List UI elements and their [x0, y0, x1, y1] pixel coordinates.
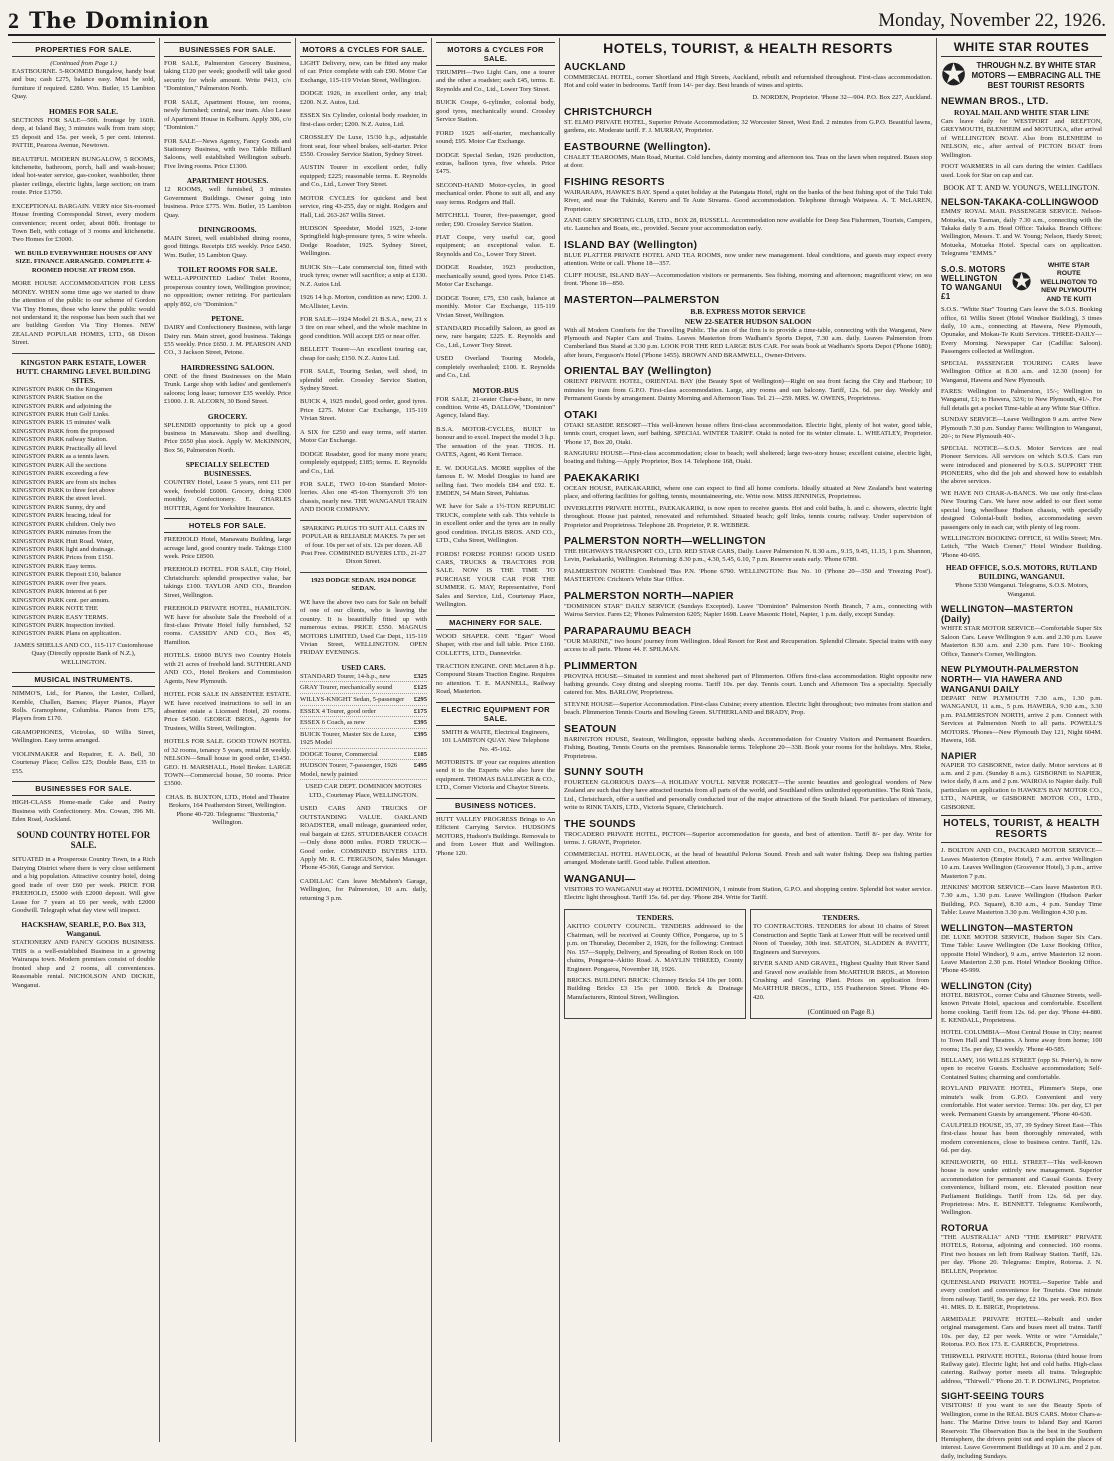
classified-ad: DODGE Roadster, good for many more years; completely equipped; £185; terms. E. Reynolds and Co., Ltd. [300, 450, 427, 475]
price-item-name: HUDSON Tourer, 7-passenger, 1926 Model, newly painted [300, 762, 398, 778]
classified-ad: WE have the above two cars for Sale on behalf of one of our clients, who is leaving the country. It is beautifully fitted up with numerous extras. PRICE £550. MAGNUS MOTORS LIMITED, Used Car Dept., 115-119 Vivian Street, WELLINGTON. OPEN FRIDAY EVENINGS. [300, 598, 427, 657]
classified-ad: HOTEL FOR SALE IN ABSENTEE ESTATE. WE have received instructions to sell in an absentee estate a Licensed Hotel, 20 rooms. Price £4500. GEORGE BROS., Agents for Trustees, Willis Street, Wellington. [164, 691, 291, 732]
resort-text: STEYNE HOUSE—Superior Accommodation. First-class Cuisine; every attention. Electric light throughout; two minutes from station and beach. Plimmerton Tennis Courts and Bowling Green. SUTHERLAND and BRADY, Prop. [564, 700, 932, 717]
resort-subheading: ROYAL MAIL AND WHITE STAR LINE [953, 108, 1090, 117]
resort-heading: ISLAND BAY (Wellington) [564, 238, 698, 251]
ad-subheading: USED CARS. [341, 662, 386, 672]
classified-ad: E. W. DOUGLAS. MORE supplies of the famous E. W. Model Douglas to hand are selling fast. Two models £84 and £92. E. EMDEN, 54 Main Street, Pahiatua. [436, 464, 555, 497]
classified-ad: FREEHOLD PRIVATE HOTEL, HAMILTON. WE have for absolute Sale the Freehold of a first-class Private Hotel fully furnished, 52 rooms. CASSIDY AND CO., Box 45, Hamilton. [164, 605, 291, 646]
classified-ad: FREEHOLD Hotel, Manawatu Building, large acreage land, good country trade. Takings £100 week. Price £8500. [164, 536, 291, 560]
classified-ad: GRAMOPHONES, Victrolas, 60 Willis Street, Wellington. Easy terms arranged. [12, 728, 155, 745]
resort-text: DE LUXE MOTOR SERVICE, Hudson Super Six Cars. Time Table: Leave Wellington (De Luxe Booking Office, opposite Hotel Windsor), 9 a.m., arrive Masterton 12 noon. Leave Masterton 2.30 p.m. Hotel Windsor Booking Office. 'Phone 45-999. [941, 933, 1102, 975]
banner-message: WHITE STAR ROUTE WELLINGTON TO NEW PLYMOUTH AND TE KUITI [1040, 261, 1098, 303]
resort-text: BLUE PLATTER PRIVATE HOTEL AND TEA ROOMS, now under new management. Ideal conditions, and guests may expect every attention. Write or call. 'Phone 18—357. [564, 251, 932, 268]
resort-text: ZANE GREY SPORTING CLUB, LTD., BOX 28, RUSSELL. Accommodation now available for Deep Sea Fishermen, Tourists, Campers, etc. Launches and Boats, etc., provided. Secure your accommodation early. [564, 216, 932, 233]
kingston-park-line: KINGSTON PARK are from six inches [12, 478, 117, 486]
price-item-value: £325 [413, 672, 427, 680]
resort-heading: PLIMMERTON [564, 659, 638, 672]
price-item-name: GRAY Tourer, mechanically sound [300, 684, 393, 692]
kingston-park-line: KINGSTON PARK Plans on application. [12, 630, 121, 638]
resort-subheading: BOOK AT T. AND W. YOUNG'S, WELLINGTON. [943, 183, 1100, 193]
resort-text: NAPIER TO GISBORNE, twice daily. Motor services at 8 a.m. and 2 p.m. (Sunday 8 a.m.). GISBORNE to NAPIER, twice daily, 8 a.m. and 2 p.m. WAIROA to Napier daily. Full particulars on application to HAWKE'S BAY MOTOR CO., LTD., NAPIER, or GISBORNE MOTOR CO., LTD., GISBORNE. [941, 761, 1102, 811]
resort-heading: SIGHT-SEEING TOURS [941, 1391, 1045, 1402]
classified-ad: BELLETT Tourer—An excellent touring car, cheap for cash; £150. N.Z. Autos Ltd. [300, 346, 427, 362]
classified-ad: FORD 1925 self-starter, mechanically sound; £95. Motor Car Exchange. [436, 129, 555, 146]
classified-ad: DODGE Tourer, £75, £30 cash, balance at monthly. Motor Car Exchange, 115-119 Vivian Street, Wellington. [436, 294, 555, 319]
classified-ad: FOR SALE, Palmerston Grocery Business, taking £120 per week; goodwill will take good security for whole amount. Write P413, c/o "Dominion," Palmerston North. [164, 60, 291, 93]
continued-note: (Continued on Page 8.) [807, 1008, 875, 1017]
column-1 [8, 38, 160, 1442]
resort-text: J. BOLTON AND CO., PACKARD MOTOR SERVICE—Leaves Masterton (Empire Hotel), 7 a.m. arrive Wellington 10 a.m. Leaves Wellington (Grosvenor Hotel), 3 p.m., arrive Masterton 7 p.m. [941, 847, 1102, 880]
white-star-banner [941, 61, 1102, 91]
issue-date: Monday, November 22, 1926. [878, 10, 1106, 31]
kingston-park-list [12, 386, 155, 639]
kingston-park-line: KINGSTON PARK bracing, ideal for [12, 512, 112, 520]
resort-text: "THE AUSTRALIA" AND "THE EMPIRE" PRIVATE HOTELS, Rotorua, adjoining and connected. 160 rooms. First two houses on left from Railway Station. Tariff, 12s. per day. 'Phone 20. Telegrams: Empire, Rotorua. J. N. BELLEN, Proprietor. [941, 1233, 1102, 1275]
resort-text: WHITE STAR MOTOR SERVICE—Comfortable Super Six Saloon Cars. Leave Wellington 9 a.m. and 2.30 p.m. Leave Masterton 8.30 a.m. and 2.30 p.m. Fare 10/-. Booking Office, Tanner's Corner, Wellington. [941, 625, 1102, 658]
resort-heading: NEWMAN BROS., LTD. [941, 96, 1049, 107]
resort-heading: SUNNY SOUTH [564, 766, 644, 778]
classified-ad: A SIX for £250 and easy terms, self starter. Motor Car Exchange. [300, 428, 427, 445]
resort-heading: NELSON-TAKAKA-COLLINGWOOD [941, 197, 1099, 208]
resort-heading: NEW PLYMOUTH-PALMERSTON NORTH— VIA HAWERA AND WANGANUI DAILY [941, 663, 1079, 694]
resort-heading: CHRISTCHURCH [564, 105, 653, 118]
resort-heading: PARAPARAUMU BEACH [564, 624, 692, 637]
classified-ad: FREEHOLD HOTEL. FOR SALE, City Hotel, Christchurch: splendid prospective value, bar takings £100. TAYLOR AND CO., Brandon Street, Wellington. [164, 566, 291, 599]
resort-text: TROCADERO PRIVATE HOTEL, PICTON—Superior accommodation for guests, and best of attention. Tariff 8/- per day. Write for terms. J. GRAVE, Proprietor. [564, 830, 932, 847]
resort-text: KENILWORTH, 60 HILL STREET—This well-known house is now under entirely new management. Superior accommodation for permanent and Casual Guests. Every convenience, billiard room, etc. Elevated position near Parliament Buildings. Tariff from 12s. 6d. per day. Proprietress: Mrs. E. BENNETT. Telegrams: Kenilworth, Wellington. [941, 1158, 1102, 1217]
classified-ad: MAIN Street, well established dining rooms, good fittings. Receipts £65 weekly. Price £450. Wm. Butler, 15 Lambton Quay. [164, 235, 291, 259]
section-header: HOTELS FOR SALE. [164, 518, 291, 533]
classified-ad: BUICK Six—Late commercial ton, fitted with truck tyres; owner will sacrifice; a snip at £130. N.Z. Autos Ltd. [300, 263, 427, 288]
divider [300, 572, 427, 573]
resort-text: QUEENSLAND PRIVATE HOTEL—Superior Table and every comfort and convenience for Tourists. One minute from railway. Tariff, 9s. per day, £2 10s. per week. P.O. Box 41. MRS. D. E. BIRGE, Proprietress. [941, 1279, 1102, 1312]
resort-heading: NAPIER [941, 750, 977, 761]
classified-ad: USED CARS AND TRUCKS OF OUTSTANDING VALUE. OAKLAND ROADSTER, small mileage, guaranteed order, real bargain at £265. STUDEBAKER COACH—Only done 8000 miles. FORD TRUCK—Good order. COMBINED BUYERS LTD. Apply Mr. R. C. FERGUSON, Sales Manager. 'Phone 45-366, Garage and Service. [300, 805, 427, 872]
page-number: 2 [8, 8, 19, 33]
price-item-value: £295 [413, 695, 427, 703]
price-item-name: ESSEX 4 Tourer, good order [300, 707, 376, 715]
classified-ad: ESSEX Six Cylinder, colonial body roadster, in first-class order; £200. N.Z. Autos, Ltd. [300, 112, 427, 128]
section-banner: HOTELS, TOURIST, & HEALTH RESORTS [603, 40, 893, 56]
resort-text: SPECIAL PASSENGER TOURING CARS leave Wellington Office at 8.30 a.m. and 12.30 (noon) for Wanganui, Hawera and New Plymouth. [941, 359, 1102, 384]
kingston-park-line: KINGSTON PARK Easy terms. [12, 562, 97, 570]
classified-ad: MITCHELL Tourer, five-passenger, good order; £90. Crossley Service Station. [436, 212, 555, 228]
price-item-name: DODGE Tourer, Commercial [300, 750, 378, 758]
classified-ad: FIAT Coupe, very useful car, good equipment; an exceptional value. E. Reynolds and Co., Lower Tory Street. [436, 234, 555, 258]
tenders-block [564, 905, 932, 1019]
section-header: MOTORS & CYCLES FOR SALE. [300, 42, 427, 57]
kingston-park-line: KINGSTON PARK exceeding a few [12, 470, 109, 478]
classified-ad: 1926 14 h.p. Morton, condition as new; £200. J. McAllister, Levin. [300, 294, 427, 310]
price-row [300, 731, 427, 749]
price-item-value: £395 [413, 719, 427, 727]
section-header: PROPERTIES FOR SALE. [12, 42, 155, 57]
classified-ad: AUSTIN Tourer in excellent order, fully equipped; £225; reasonable terms. E. Reynolds and Co., Ltd., Lower Tory Street. [300, 164, 427, 189]
resort-text: FOOT WARMERS in all cars during the winter. Cadillacs used. Look for Star on cap and car. [941, 163, 1102, 179]
resort-text: SPECIAL NOTICE—S.O.S. Motor Services are real Pioneer Services. All services on which S.O.S. Cars run were introduced and pioneered by S.O.S. SUPPORT THE PIONEERS, who did the job and showed how to establish the above services. [941, 444, 1102, 486]
classified-ad: STANDARD Piccadilly Saloon, as good as new, rare bargain; £225. E. Reynolds and Co., Ltd., Lower Tory Street. [436, 324, 555, 349]
resort-text: VISITORS TO WANGANUI stay at HOTEL DOMINION, 1 minute from Station, G.P.O. and shopping centre. Splendid hot water service. Electric light throughout. Tariff 15s. 6d. per day. 'Phone 284. Write for Tariff. [564, 885, 932, 901]
resort-heading: MASTERTON—PALMERSTON [564, 293, 720, 306]
kingston-park-line: KINGSTON PARK Prices from £150. [12, 554, 113, 562]
price-item-name: STANDARD Tourer, 14-h.p., new [300, 672, 391, 680]
price-item-value: £495 [413, 762, 427, 770]
tenders-heading: TENDERS. [822, 913, 860, 923]
kingston-park-line: KINGSTON PARK NOTE THE [12, 605, 98, 613]
resort-text: PALMERSTON NORTH: Combined 'Bus P.N. 'Phone 6790. WELLINGTON: Bus No. 10 ('Phone 20—350 and 'Freezing Post'). MASTERTON: Crichton's White Star Office. [564, 567, 932, 584]
resort-text: ROYLAND PRIVATE HOTEL, Plimmer's Steps, one minute's walk from G.P.O. Convenient and very comfortable. Hot water service. Terms: 10s. per day, £3 per week. Permanent Guests by arrangement. 'Phone 40-630. [941, 1085, 1102, 1118]
kingston-park-line: KINGSTON PARK Interest at 6 per [12, 588, 108, 596]
classified-ad: BUICK 4, 1925 model, good order, good tyres. Price £275. Motor Car Exchange, 115-119 Vivian Street. [300, 398, 427, 423]
kingston-park-line: KINGSTON PARK light and drainage. [12, 546, 116, 553]
ad-subheading: DININGROOMS. [198, 225, 257, 234]
classified-ad: HUTT VALLEY PROGRESS Brings to An Efficient Carrying Service. HUDSON'S MOTORS, Hudson's Buildings. Removals to and from Lower Hutt and Wellington. 'Phone 120. [436, 815, 555, 857]
price-item-name: ESSEX 6 Coach, as new [300, 719, 366, 727]
resort-text: RANGIURU HOUSE—First-class accommodation; close to beach; well sheltered; large two-story house; excellent cuisine, electric light, boating and fishing.—Apply Proprietor, Box 14. Telephone 168, Otaki. [564, 449, 932, 466]
resort-heading: PALMERSTON NORTH—WELLINGTON [564, 535, 766, 547]
resort-text: ARMIDALE PRIVATE HOTEL—Rebuilt and under original management. Cars and buses meet all trains. Tariff 10s. per day, £2 per week. Write or wire "Armidale," Rotorua. P.O. Box 173. E. CARRECK, Proprietress. [941, 1315, 1102, 1349]
ad-subheading: HAIRDRESSING SALOON. [180, 362, 275, 372]
classified-ad: 12 ROOMS, well furnished, 3 minutes Government Buildings. Owner going into business. Price £775. Wm. Butler, 15 Lambton Quay. [164, 186, 291, 219]
classified-ad: FOR SALE, TWO 10-ton Standard Motor-lorries. Also one 45-ton Thornycroft 3½ ton chassis, nearly new. THE WANGANUI TRAIN AND DOOR COMPANY. [300, 480, 427, 514]
kingston-park-line: KINGSTON PARK EASY TERMS. [12, 613, 108, 621]
classified-ad: 1923 DODGE SEDAN. 1924 DODGE SEDAN. [310, 576, 417, 593]
kingston-park-line: KINGSTON PARK Practically all level [12, 444, 117, 452]
classified-ad: WE BUILD EVERYWHERE HOUSES OF ANY SIZE. FINANCE ARRANGED. COMPLETE 4-ROOMED HOUSE AT FROM £950. [14, 249, 153, 274]
price-item-name: WILLYS-KNIGHT Sedan, 5-passenger [300, 695, 405, 703]
star-icon: ✪ [941, 59, 967, 92]
price-row [300, 673, 427, 683]
divider [300, 520, 427, 521]
masthead-left [8, 8, 209, 34]
price-row [300, 708, 427, 718]
classified-ad: TRACTION ENGINE. ONE McLaren 8 h.p. Compound Steam Traction Engine. Requires no attention. T. E. MANNELL, Railway Road, Masterton. [436, 662, 555, 696]
classified-ad: CROSSLEY De Luxe, 15/30 h.p., adjustable front seat, four wheel brakes, self-starter. Price £550. Crossley Service Station, Sydney Street. [300, 134, 427, 158]
classified-ad: CADILLAC Cars leave McMahon's Garage, Wellington, for Palmerston, 10 a.m. daily, returning 3 p.m. [300, 877, 427, 902]
resort-heading: ROTORUA [941, 1222, 989, 1233]
resort-signature: D. NORDEN, Proprietor. 'Phone 32—904. P.O. Box 227, Auckland. [752, 93, 932, 101]
resort-heading: THE SOUNDS [564, 817, 636, 830]
ad-subheading: GROCERY. [207, 411, 248, 421]
resort-text: VISITORS! If you want to see the Beauty Spots of Wellington, come in the REAL BUS CARS. Motor Chars-a-banc. The Marine Drive tours to Island Bay and Karori Reservoir. The Observation Bus is the best in the Southern Hemisphere, the drivers point out and explain the places of interest. Leave Government Buildings at 10 a.m. and 2 p.m. daily, including Sundays. [941, 1402, 1102, 1460]
resort-text: WE HAVE NO CHAR-A-BANCS. We use only first-class New Touring Cars. We have now added to our fleet some special long wheelbase Hudson chassis, with specially designed Colonial-built bodies, accommodating seven passengers only in each car, with plenty of leg room. [941, 489, 1102, 531]
masthead [8, 4, 1106, 36]
classified-ad: DAIRY and Confectionery Business, with large Dairy run. Main street, good business. Takings £55 weekly. Price £650. J. M. PEARSON AND CO., 3 Jackson Street, Petone. [164, 324, 291, 357]
resort-heading: PALMERSTON NORTH—NAPIER [564, 589, 734, 602]
classified-ad: USED CAR DEPT. DOMINION MOTORS LTD., Courtenay Place, WELLINGTON. [305, 783, 422, 799]
classified-ad: SECTIONS FOR SALE—50ft. frontage by 160ft. deep, at Island Bay, 3 minutes walk from tram stop; £5 deposit and 15s. per week, 5 per cent. interest. PATTIE, Pearcea Avenue, Newtown. [12, 116, 155, 150]
resort-text: THIRWELL PRIVATE HOTEL, Rotorua (third house from Railway gate). Electric light; hot and cold baths. High-class catering. Railway porter meets all trains. Telegraphic address, "Thirwell." 'Phone 20. T. P. DOWLING, Proprietor. [941, 1352, 1102, 1385]
ad-subheading: SOUND COUNTRY HOTEL FOR SALE. [16, 830, 151, 851]
resort-heading: SEATOUN [564, 722, 617, 735]
classified-ad: DODGE Roadster, 1923 production, mechanically sound, good tyres. Price £145. Motor Car Exchange. [436, 264, 555, 289]
resort-text: ORIENT PRIVATE HOTEL, ORIENTAL BAY (the Beauty Spot of Wellington)—Right on sea front facing the City and Harbour; 10 minutes by tram from G.P.O. First-class accommodation. Large, airy rooms and sun balcony. Tariff, 12s. 6d. per day. Weekly and Permanent Guests by arrangement. Dainty Morning and Afternoon Teas. Tel. 21—259. MRS. W. OWENS, Proprietress. [564, 378, 932, 403]
kingston-park-line: KINGSTON PARK Inspection invited. [12, 621, 115, 629]
resort-text: THE HIGHWAYS TRANSPORT CO., LTD. RED STAR CARS, Daily. Leave Palmerston N. 8.30 a.m., 9.15, 9.45, 11.15, 1 p.m. Shannon, Levin, Paekakariki, Wellington. Returning: 8.30 p.m., 4.30, 5.45, 6.10, 7 p.m. Reserve seats early. 'Phone 6780. [564, 548, 932, 564]
price-row [300, 696, 427, 706]
resort-text: Cars leave daily for WESTPORT and REEFTON, GREYMOUTH, BLENHEIM and MOTUEKA, after arrival of WELLINGTON BOAT. Also from BLENHEIM to NELSON, etc., after arrival of PICTON BOAT from Wellington. [941, 118, 1102, 159]
ad-subheading: MOTOR-BUS [472, 385, 519, 395]
resort-text: OCEAN HOUSE, PAEKAKARIKI, where one can expect to find all home comforts. Ideally situated at New Zealand's best watering place, and offering facilities for golfing, tennis, mountaineering, etc. Write now. MISS JENNINGS, Proprietress. [564, 484, 932, 501]
star-icon: ✪ [1011, 269, 1032, 296]
classified-ad: BUICK Coupe, 6-cylinder, colonial body, good tyres, mechanically sound. Crossley Service Station. [436, 99, 555, 124]
classified-ad: DODGE 1926, in excellent order, any trial; £200. N.Z. Autos, Ltd. [300, 90, 427, 106]
resort-text: COMMERCIAL HOTEL HAVELOCK, at the head of beautiful Pelorus Sound. Fresh and salt water fishing. Deep sea fishing parties arranged. Moderate tariff. Good table. Fullest attention. [564, 850, 932, 867]
resort-text: FOURTEEN GLORIOUS DAYS—A HOLIDAY YOU'LL NEVER FORGET—The scenic beauties and geological wonders of New Zealand are such that they have attracted tourists from all parts of the world, and Southland offers unlimited opportunities. The Rink Taxis, Ltd., Christchurch, offer a unified and personally conducted tour of the major attractions of the South Island. For particulars of itinerary, write to RINK TAXIS, LTD., Victoria Square, Christchurch. [564, 779, 932, 812]
price-row [300, 751, 427, 761]
kingston-park-line: KINGSTON PARK to three feet above [12, 486, 115, 494]
price-item-name: BUICK Tourer, Master Six de Luxe, 1925 Model [300, 730, 397, 747]
classified-ad: ONE of the finest Businesses on the Main Trunk. Large shop with ladies' and gentlemen's saloons; long lease; turnover £35 weekly. Price £1000. J. R. ALCORN, 30 Bond Street. [164, 372, 291, 406]
kingston-park-line: KINGSTON PARK Deposit £10, balance [12, 571, 122, 579]
kingston-park-line: KINGSTON PARK over five years. [12, 579, 107, 587]
kingston-park-line: KINGSTON PARK and adjoining the [12, 402, 112, 410]
classified-ad: SITUATED in a Prosperous Country Town, in a Rich Dairying District where there is very close settlement and a big population. Attractive country hotel, doing good trade of over £60 per week. PRICE FOR FREEHOLD, £5000 with £2000 deposit. Will give Lease for 7 years at £6 per week, with £2000 Goodwill. Telegraph what day view will inspect. [12, 856, 155, 914]
resort-text: HOTEL BRISTOL, corner Cuba and Ghuznee Streets, well-known Private Hotel, spacious and comfortable. Excellent home cooking. Tariff from 12s. 6d. per day. 'Phone 44-880. E. KENDALL, Proprietress. [941, 991, 1102, 1025]
resort-heading: EASTBOURNE (Wellington). [564, 140, 711, 153]
tender-text: TO CONTRACTORS. TENDERS for about 10 chains of Street Construction and Septic Tank at Lower Hutt will be received until Noon of Tuesday, 30th inst. SEATON, SLADDEN & PAVITT, Engineers and Surveyors. [753, 923, 929, 956]
classified-ad: MOTOR CYCLES for quickest and best service, ring 43-255, day or night. Rodgers and Hall, Ltd. 263-267 Willis Street. [300, 194, 427, 219]
resort-heading: AUCKLAND [564, 61, 626, 73]
resort-text: HOTEL COLUMBIA—Most Central House in City; nearest to Town Hall and Theatres. A home away from home; 100 rooms; 15s. per day, £3 weekly. 'Phone 40-585. [941, 1028, 1102, 1053]
kingston-park-line: KINGSTON PARK railway Station. [12, 436, 108, 444]
agent-signature: HACKSHAW, SEARLE, P.O. Box 313, Wanganui. [21, 920, 146, 939]
kingston-park-line: KINGSTON PARK from the proposed [12, 427, 115, 435]
price-row [300, 684, 427, 694]
classified-ad: MOTORISTS. IF your car requires attention send it to the Experts who also have the equipment. THOMAS BALLINGER & CO., LTD., Corner Victoria and Chaytor Streets. [436, 759, 555, 792]
column-3 [296, 38, 432, 1442]
section-header: MUSICAL INSTRUMENTS. [12, 672, 155, 687]
classified-ad: WELL-APPOINTED Ladies' Toilet Rooms, prosperous country town, Wellington province; no opposition; owner retiring. For particulars apply 892, c/o "Dominion." [164, 275, 291, 308]
resort-text: SUNDAY SERVICE—Leave Wellington 9 a.m. arrive New Plymouth 7.30 p.m. Sunday Fares: Wellington to Wanganui, 20/-; to New Plymouth 40/-. [941, 416, 1102, 441]
resort-text: CHALET TEAROOMS, Main Road, Muritai. Cold lunches, dainty morning and afternoon tea. Teas on the lawn when required. Buses stop at door. [564, 153, 932, 170]
price-item-value: £125 [413, 684, 427, 692]
resort-text: WAIRARAPA, HAWKE'S BAY. Spend a quiet holiday at the Patangata Hotel, right on the banks of the best fishing spot of the Tuki Tuki River, and near the Tukituki, Kereru and Te Aute Streams. Good accommodation. Telephone through Waipawa. A. T. McLAREN, Proprietor. [564, 188, 932, 213]
column-5 [560, 38, 937, 1442]
resort-text: CLIFF HOUSE, ISLAND BAY—Accommodation visitors or permanents. Sea fishing, morning and afternoon; magnificent view; on sea front. 'Phone 18—850. [564, 271, 932, 288]
section-header: MACHINERY FOR SALE. [436, 615, 555, 630]
resort-text: "OUR MARINE," two hours' journey from Wellington. Ideal Resort for Rest and Recuperation. Splendid Climate. Special trains with easy access to all parts. 'Phone 44. F. SPILMAN. [564, 637, 932, 654]
tenders-heading: TENDERS. [636, 913, 674, 923]
ad-subheading: PETONE. [211, 314, 244, 324]
tenders-left [564, 909, 746, 1019]
section-header: BUSINESSES FOR SALE. [12, 781, 155, 796]
classified-ad: CHAS. B. BUXTON, LTD., Hotel and Theatre Brokers, 164 Featherston Street, Wellington. Phone 40-720. Telegrams: "Buxtonia," Wellington. [165, 793, 290, 827]
classified-ad: HIGH-CLASS Home-made Cake and Pastry Business with Confectionery. Mrs. Cowan, 396 Mt. Eden Road, Auckland. [12, 799, 155, 823]
classified-ad: EASTBOURNE. 5-ROOMED Bungalow, handy boat and bus; cash £275, balance easy. Must be sold, furniture if required. £280. Wm. Butler, 15 Lambton Quay. [12, 68, 155, 101]
section-header: ELECTRIC EQUIPMENT FOR SALE. [436, 702, 555, 726]
classified-ad: DODGE Special Sedan, 1926 production, extras, balloon tyres, five wheels. Price £475. [436, 151, 555, 176]
resort-subheading: B.B. EXPRESS MOTOR SERVICE [690, 306, 806, 316]
classified-ad: FORDS! FORDS! FORDS! GOOD USED CARS, TRUCKS & TRACTORS FOR SALE. NOW IS THE TIME TO PURCHASE YOUR CAR FOR THE SUMMER. G. MAY, Representative, Ford Sales and Service, Ltd., Courtenay Place, Wellington. [436, 550, 555, 609]
resort-text: INVERLEITH PRIVATE HOTEL, PAEKAKARIKI, is now open to receive guests. Hot and cold baths, h. and c. showers, electric light throughout. House just painted, renovated and refurnished. Situated beach; golf links, tennis courts; railway. Under supervision of Proprietor and Proprietress. Telephone 28. Proprietor, P. R. WEBBER. [564, 504, 932, 529]
classified-ad: LIGHT Delivery, new, can be fitted any make of car. Price complete with cab £90. Motor Car Exchange, 115-119 Vivian Street, Wellington. [300, 60, 427, 84]
classified-ad: SPLENDID opportunity to pick up a good business in Manawatu. Shop and dwelling. Price £650 plus stock. Apply W. McKINNON, Box 56, Palmerston North. [164, 421, 291, 454]
classified-ad: FOR SALE—1924 Model 21 B.S.A., new, 21 x 3 tire on rear wheel, and the whole machine in good condition. Will accept £65 or near offer. [300, 315, 427, 340]
resort-text: EMMS' ROYAL MAIL PASSENGER SERVICE. Nelson-Motueka, via Tasman, daily 7.30 a.m., connecting with the Takaka daily 9 a.m. Head Office: Takaka. Branch Offices: Wellington, Messrs. T. and W. Young; Nelson, Hardy Street; Motueka, Motueka Hotel. Special cars on application. Telegrams "EMMS." [941, 208, 1102, 258]
classified-ad: USED Overland Touring Models, completely overhauled; £100. E. Reynolds and Co., Ltd. [436, 355, 555, 380]
classified-ad: SPARKING PLUGS TO SUIT ALL CARS IN POPULAR & RELIABLE MAKES. 7s per set of four. 10s per set of six. 12s per dozen. All Post Free. COMBINED BUYERS LTD., 21-27 Dixon Street. [300, 524, 427, 566]
classified-ad: SECOND-HAND Motor-cycles, in good mechanical order. Phone to suit all, and any easy terms. Rodgers and Hall. [436, 181, 555, 206]
tender-text: BRICKS. BUILDING BRICK: Chimney Bricks £4 10s per 1000. Building Bricks £3 15s per 1000. Brick & Drainage Manufacturers, Rintoul Street, Wellington. [567, 977, 743, 1001]
resort-text: 'Phone 5330 Wanganui. Telegrams, S.O.S. Motors, Wanganui. [954, 582, 1089, 598]
kingston-park-line: KINGSTON PARK Hutt Golf Links. [12, 411, 110, 418]
classified-ad: MORE HOUSE ACCOMMODATION FOR LESS MONEY. WHEN some time ago we started to draw the attention of the public to our scheme of Gordon Via Tiny Homes, those who knew the public would not understand it; the response has been such that we are building Gordon Via Tiny Homes. NEW ZEALAND POPULAR HOMES, LTD., 68 Dixon Street. [12, 280, 155, 347]
resort-text: JENKINS' MOTOR SERVICE—Cars leave Masterton P.O. 7.30 a.m., 1.30 p.m. Leave Wellington (Hudson Parker Building, P.O. Square), 8.30 a.m., 4 p.m. Sunday Time Table: Leave Masterton 3.30 p.m. Wellington 4.30 p.m. [941, 883, 1102, 917]
ad-subheading: TOILET ROOMS FOR SALE. [177, 265, 278, 275]
column-4 [432, 38, 560, 1442]
kingston-park-line: KINGSTON PARK Hutt Road. Water, [12, 537, 114, 545]
classified-ad: EXCEPTIONAL BARGAIN. VERY nice Six-roomed House fronting Correspondal Street, every modern convenience; recent order, about 80ft. frontage to Town Belt, with cottage of 3 rooms and kitchenette. Two Homes for £3000. [12, 202, 155, 244]
resort-heading: WELLINGTON (City) [941, 980, 1032, 991]
resort-text: "DOMINION STAR" DAILY SERVICE (Sundays Excepted). Leave "Dominion" Palmerston North Branch, 7 a.m., connecting with Wairoa Service. Fares £2; 'Phones Palmerston 6205; Napier 1698. Leave Masonic Hotel, Napier, 1 p.m. daily, except Sunday. [564, 602, 932, 619]
classified-ad: B.S.A. MOTOR-CYCLES, BUILT to honour and to excel. Inspect the model 3 h.p. The sensation of the year. THOS. H. OATES, Agent, 46 Kent Terrace. [436, 425, 555, 459]
classified-ad: HOTELS FOR SALE. GOOD TOWN HOTEL of 32 rooms, tenancy 5 years, rental £8 weekly. NELSON—Small house in good order, £1450. GEO. H. MARSHALL, Hotel Broker. LARGE TOWN—Commercial house, 50 rooms. Price £3500. [164, 738, 291, 788]
price-item-value: £185 [413, 750, 427, 758]
resort-text: BELLAMY, 166 WILLIS STREET (opp St. Peter's), is now open to receive Guests. Exclusive accommodation; Self-Contained Suites; charming and comfortable. [941, 1056, 1102, 1081]
resort-heading: OTAKI [564, 408, 598, 421]
resort-text: CAULFIELD HOUSE, 35, 37, 39 Sydney Street East—This first-class house has been thoroughly renovated, with modern conveniences, close to business centre. Tariff, 12s. 6d. per day. [941, 1122, 1102, 1155]
kingston-park-line: KINGSTON PARK children. Only two [12, 520, 116, 528]
classified-ad: FOR SALE, Touring Sedan, well shod, in splendid order. Crossley Service Station, Sydney Street. [300, 368, 427, 392]
kingston-park-line: KINGSTON PARK Sunny, dry and [12, 503, 106, 511]
resort-text: FARES: Wellington to Palmerston, 15/-; Wellington to Wanganui, £1; to Hawera, 32/6; to New Plymouth, 41/-. For full details get a pocket Time-table at any White Star Office. [941, 388, 1102, 412]
resort-heading: WELLINGTON—MASTERTON [941, 922, 1074, 933]
classified-ad: COUNTRY Hotel, Lease 5 years, rent £11 per week, freehold £6000. Grocery, doing £300 monthly, Confectionery. E. CHARLES HOTTER, Agent for Yorkshire Insurance. [164, 479, 291, 512]
tender-text: AKITIO COUNTY COUNCIL. TENDERS addressed to the Chairman, will be received at County Office, Pongaroa, up to 5 p.m. on Thursday, December 2, 1926, for the following: Contract No. 157—Supply, Delivery, and Spreading of Rotten Rock on 100 chains, Pongaroa–Akitio Road. A. MAYLIN THREED, County Engineer. Pongaroa, November 18, 1926. [567, 923, 743, 973]
resort-heading: WELLINGTON—MASTERTON (Daily) [941, 604, 1074, 625]
classified-ad: TRIUMPH—Two Light Cars, one a tourer and the other a roadster; each £45, terms. E. Reynolds and Co., Ltd., Lower Tory Street. [436, 69, 555, 93]
classified-ad: BEAUTIFUL MODERN BUNGALOW, 5 ROOMS, kitchenette, bathroom, porch, hall and wash-house; ideal hot-water service, gas-cooker, washboiler, three plaster ceilings, electric lights, large section; on tram route. Price £1750. [12, 155, 155, 197]
ad-subheading: SPECIALLY SELECTED BUSINESSES. [185, 460, 270, 479]
kingston-park-line: KINGSTON PARK All the sections [12, 461, 107, 469]
column-2 [160, 38, 296, 1442]
classified-ad: VIOLINMAKER and Repairer, E. A. Bell, 30 Courtenay Place; Cellos £25; Double Bass, £35 to £55. [12, 750, 155, 775]
used-car-price-list [300, 673, 427, 781]
continued-note: (Continued from Page 1.) [50, 60, 117, 67]
column-6 [937, 38, 1106, 1460]
resort-heading: PAEKAKARIKI [564, 471, 640, 484]
resort-subheading: NEW 22-SEATER HUDSON SALOON [684, 316, 812, 326]
classified-ad: HOTELS. £6000 BUYS two Country Hotels with 21 acres of freehold land. SUTHERLAND AND CO., Hotel Brokers and Commission Agents, New Plymouth. [164, 652, 291, 685]
resort-text: DEPART NEW PLYMOUTH 7.30 a.m., 1.30 p.m. WANGANUI, 11 a.m., 5 p.m. HAWERA, 9.30 a.m., 3.30 p.m. PALMERSTON NORTH, arrive 2 p.m. Connect with Services at Palmerston North to all parts. POWELL'S MOTORS. 'Phones—New Plymouth Day 121, Night 604M. Hawera, 168. [941, 694, 1102, 745]
agent-signature: JAMES SHIELLS AND CO., 115-117 Customhouse Quay (Directly opposite Bank of N.Z.), WELLINGTON. [13, 641, 154, 666]
kingston-park-line: KINGSTON PARK Station on the [12, 394, 103, 402]
ad-subheading: KINGSTON PARK ESTATE, LOWER HUTT. CHARMING LEVEL BUILDING SITES. [16, 357, 151, 385]
classified-ad: FOR SALE, 21-seater Char-a-banc, in new condition. Write 45, DALLOW, "Dominion" Agency, Island Bay. [436, 395, 555, 420]
classified-ad: HUDSON Speedster, Model 1925, 2-tone Springfield high-pressure tyres, 5 wire wheels. Dodge Roadster, 1925. Sydney Street, Wellington. [300, 225, 427, 258]
resort-text: COMMERCIAL HOTEL, corner Shortland and High Streets, Auckland, rebuilt and refurnished throughout. First-class accommodation. Hot and cold water in bedrooms. Tariff from 14/- per day. Best brands of wines and spirits. [564, 74, 932, 90]
section-header: BUSINESS NOTICES. [436, 798, 555, 813]
kingston-park-line: KINGSTON PARK On the Kingsmen [12, 385, 113, 393]
section-header: MOTORS & CYCLES FOR SALE. [436, 42, 555, 66]
classified-ad: SMITH & WAITE, Electrical Engineers, 101 LAMBTON QUAY. New Telephone No. 45-162. [441, 728, 550, 753]
classified-ad: STATIONERY AND FANCY GOODS BUSINESS. THIS is a well-established Business in a growing Wairarapa town. Modern premises consist of double fronted shop and 2 rooms, all conveniences. Reasonable rental. NICHOLSON AND DICKIE, Wanganui. [12, 939, 155, 989]
price-item-value: £175 [413, 707, 427, 715]
classified-ad: NIMMO'S, Ltd., for Pianos, the Lester, Collard, Kemble, Challen, Barnes; Player Pianos, Player Rolls. Gramophone, Columbia. Pianos from £75, Players from £170. [12, 690, 155, 723]
sos-banner [941, 262, 1102, 304]
price-item-value: £395 [413, 730, 427, 738]
tender-text: RIVER SAND AND GRAVEL, Highest Quality Hutt River Sand and Gravel now available from McARTHUR BROS., at Moreton Crushing and Graving Plant. Prices on application from McARTHUR BROS., LTD., 155 Featherston Street. 'Phone 40-420. [753, 960, 929, 1001]
classified-ad: WOOD SHAPER. ONE "Egan" Wood Shaper, with rise and fall table. Price £160. COLLETTS, LTD., Dannevirke. [436, 632, 555, 657]
ad-subheading: HOMES FOR SALE. [49, 106, 118, 116]
kingston-park-line: KINGSTON PARK 15 minutes' walk [12, 419, 111, 427]
kingston-park-line: KINGSTON PARK minutes from the [12, 529, 111, 537]
resort-text: PROVINA HOUSE—Situated in sunniest and most sheltered part of Plimmerton. Offers first-class accommodation. Right opposite new bathing grounds. Cosy dining and sleeping rooms. Tariff 10s. per day. Tennis court. Lunch and Afternoon Tea a speciality. Specially catered for. Mrs. BARLOW, Proprietress. [564, 672, 932, 697]
section-banner: HOTELS, TOURIST, & HEALTH RESORTS [941, 815, 1102, 843]
section-banner: WHITE STAR ROUTES [941, 40, 1102, 57]
classified-ad: FOR SALE, Apartment House, ten rooms, newly furnished; central, near tram. Also Lease of Apartment House in Kelburn. Apply 306, c/o "Dominion." [164, 98, 291, 132]
price-row [300, 719, 427, 729]
kingston-park-line: KINGSTON PARK as a tennis lawn. [12, 453, 110, 461]
kingston-park-line: KINGSTON PARK the street level. [12, 495, 106, 503]
resort-text: BARINGTON HOUSE, Seatoun, Wellington, opposite bathing sheds. Accommodation for Country Visitors and Permanent Boarders. Fishing, Boating, Tennis Courts on the premises. Reasonable terms. Telephone 20—338. Book your rooms for the holidays. Mrs. Rieke, Proprietress. [564, 735, 932, 760]
resort-heading: ORIENTAL BAY (Wellington) [564, 365, 712, 378]
resort-heading: FISHING RESORTS [564, 175, 665, 188]
classified-ad: FOR SALE—News Agency, Fancy Goods and Stationery Business, with two Table Billiard Saloons, well established Wellington suburb. Five living rooms. Price £1300. [164, 137, 291, 170]
resort-text: With all Modern Comforts for the Travelling Public. The aim of the firm is to provide a time-table, connecting with the Wanganui, New Plymouth and Napier Cars and Trains. Leaves Masterton from Wadham's Sports Depot, 7.30 a.m. daily. Leaves Palmerston from Cumberland Bus Stand at 3.30 p.m. LOOK FOR THE RED LARGE BUS CAR. For seats book at Wadham's Sports Depot ('Phone 1680); after hours, Ferguson's Hotel ('Phone 1455). BROWN AND BRAMWELL, Owner-Drivers. [564, 326, 932, 359]
resort-subheading: HEAD OFFICE, S.O.S. MOTORS, RUTLAND BUILDING, WANGANUI. [945, 563, 1098, 582]
tenders-right [750, 909, 932, 1019]
price-row [300, 762, 427, 780]
ad-subheading: APARTMENT HOUSES. [186, 176, 269, 186]
resort-text: WELLINGTON BOOKING OFFICE, 61 Willis Street; Mrs. Leitch, "The Watch Corner," Hotel Windsor Building. 'Phone 40-695. [941, 535, 1102, 559]
classified-ad: WE have for Sale a 1½-TON REPUBLIC TRUCK, complete with cab. This vehicle is in excellent order and the tyres are in really good condition. INGLIS BROS. AND CO., LTD., Cuba Street, Wellington. [436, 503, 555, 545]
resort-text: OTAKI SEASIDE RESORT—This well-known house offers first-class accommodation. Electric light, plenty of hot water, good table, tennis court, croquet lawn, surf bathing. SPECIAL WINTER TARIFF. Otaki is noted for its winter climate. L. WHEATLEY, Proprietor. 'Phone 17, Box 20, Otaki. [564, 421, 932, 446]
resort-heading: WANGANUI— [564, 872, 636, 885]
kingston-park-line: KINGSTON PARK cent. per annum. [12, 596, 110, 604]
paper-name: The Dominion [29, 8, 210, 34]
resort-text: S.O.S. "White Star" Touring Cars leave the S.O.S. Booking office, 61 Willis Street (Hotel Windsor Building), 3 times daily, 10 a.m., connecting at Hawera, New Plymouth, Opunake, and Mokau-Te Kuiti Services. THREE-DAILY—Every Morning. Newspaper Car (Cadillac Saloon). Passengers collected at Wellington. [941, 306, 1102, 356]
banner-message: THROUGH N.Z. BY WHITE STAR MOTORS — EMBRACING ALL THE BEST TOURIST RESORTS [971, 61, 1101, 90]
divider [12, 353, 155, 354]
resort-text: ST. ELMO PRIVATE HOTEL, Superior Private Accommodation; 32 Worcester Street, West End. 2 minutes from G.P.O. Beautiful lawns, gardens, etc. Moderate tariff. F. J. MURRAY, Proprietor. [564, 118, 932, 135]
section-header: BUSINESSES FOR SALE. [164, 42, 291, 57]
resort-heading: S.O.S. MOTORS WELLINGTON TO WANGANUI £1 [941, 264, 1006, 301]
